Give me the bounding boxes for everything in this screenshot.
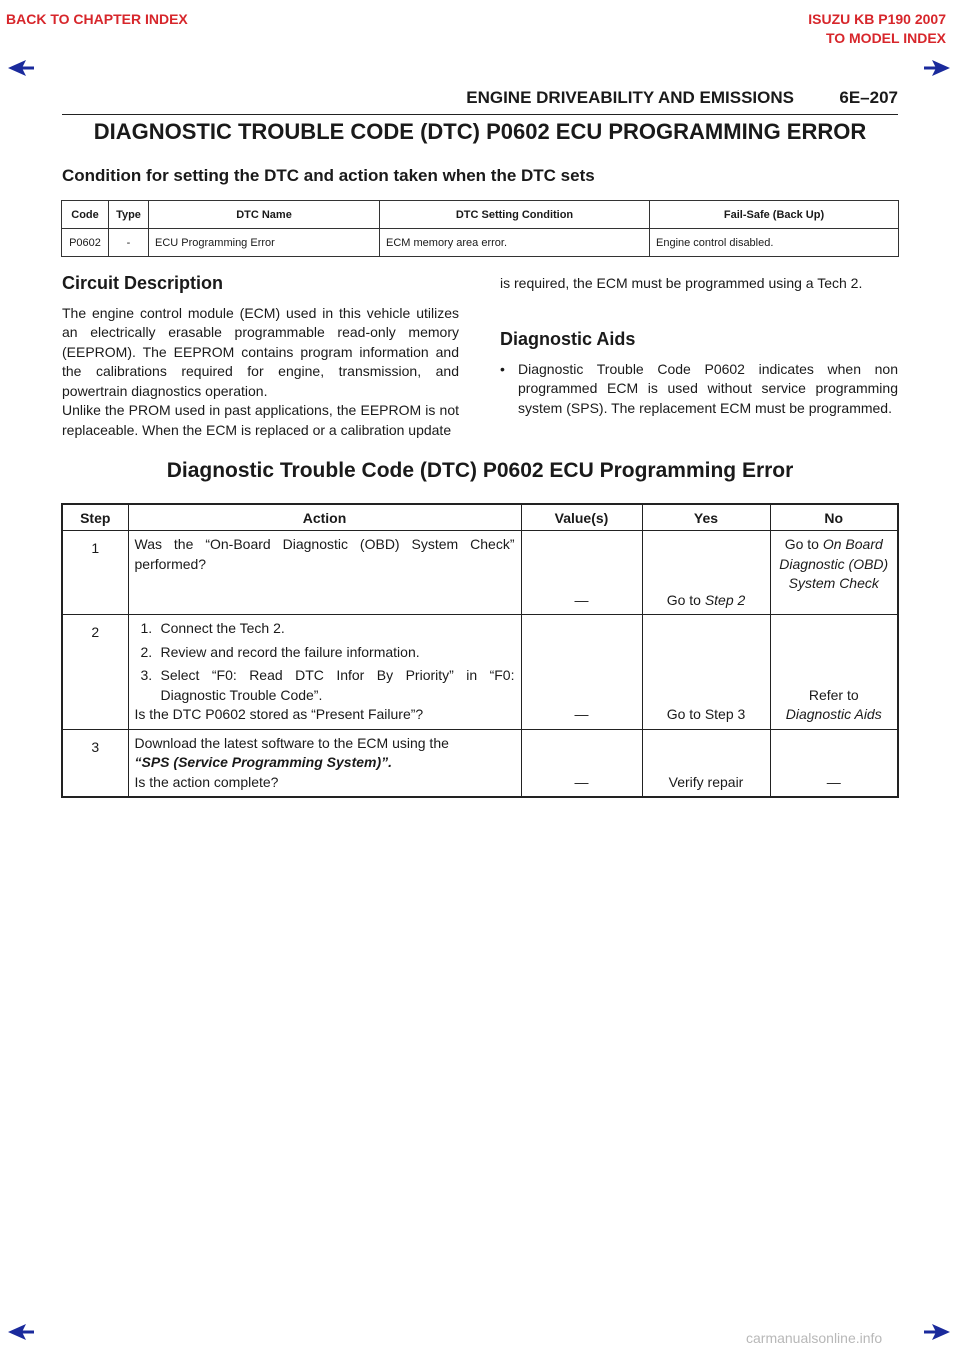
table-header-row [62,201,899,229]
condition-heading: Condition for setting the DTC and action taken when the DTC sets [62,166,595,185]
table-cell: P0602 [62,229,109,257]
previous-page-arrow-icon[interactable] [8,58,34,78]
col-header: Action [128,504,521,531]
watermark-text: carmanualsonline.info [746,1330,883,1346]
table-cell: - [109,229,149,257]
step-action [128,615,521,730]
next-page-arrow-icon[interactable] [924,58,950,78]
table-row [62,615,898,730]
table-row [62,729,898,797]
col-header: DTC Setting Condition [380,201,650,229]
col-header: Yes [642,504,770,531]
circuit-paragraph-1: The engine control module (ECM) used in this vehicle utilizes an electrically erasable programmable read-only memory (EEPROM). The EEPROM contains program information and the calibrations required for engine, transmission, and powertrain diagnostics operation. [62,304,459,399]
col-header: Step [62,504,128,531]
table-cell: Engine control disabled. [650,229,899,257]
bullet-mark: • [500,360,505,377]
circuit-continuation-text: is required, the ECM must be programmed using a Tech 2. [500,275,863,291]
step-number: 3 [62,729,128,797]
page-title: DIAGNOSTIC TROUBLE CODE (DTC) P0602 ECU PROGRAMMING ERROR [93,119,867,144]
step-no[interactable]: Go to On Board Diagnostic (OBD) System Check [770,531,898,615]
col-header: Type [109,201,149,229]
step-question: Is the DTC P0602 stored as “Present Failure”? [134,706,424,722]
col-header: DTC Name [149,201,380,229]
previous-page-arrow-icon[interactable] [8,1322,34,1342]
right-column [500,274,898,418]
col-header: Value(s) [521,504,642,531]
table-row [62,229,899,257]
circuit-description-section [62,274,459,440]
sub-step-list [135,619,515,705]
back-to-chapter-index-link[interactable]: BACK TO CHAPTER INDEX [6,11,188,27]
table-cell: ECU Programming Error [149,229,380,257]
diagnostic-table-title: Diagnostic Trouble Code (DTC) P0602 ECU Programming Error [166,459,794,482]
col-header: Code [62,201,109,229]
circuit-paragraph-2: Unlike the PROM used in past applications, the EEPROM is not replaceable. When the ECM is replaced or a calibration update [62,402,459,438]
sub-step: 3. Select “F0: Read DTC Infor By Priority” in “F0: Diagnostic Trouble Code”. [140,667,515,703]
step-number: 2 [62,615,128,730]
col-header: No [770,504,898,531]
step-number: 1 [62,531,128,615]
section-title: ENGINE DRIVEABILITY AND EMISSIONS [466,88,794,107]
table-header-row [62,504,898,531]
step-value: — [521,729,642,797]
running-header [62,86,898,115]
diagnostic-aid-item: • Diagnostic Trouble Code P0602 indicates when non programmed ECM is used without service programming system (SPS). The replacement ECM must be programmed. [500,360,898,416]
sub-step: 2. Review and record the failure information. [140,643,420,660]
next-page-arrow-icon[interactable] [924,1322,950,1342]
step-yes: Verify repair [642,729,770,797]
step-no[interactable]: Refer to Diagnostic Aids [770,615,898,730]
page-number: 6E–207 [839,88,898,107]
circuit-continuation [500,274,898,313]
sub-step: 1. Connect the Tech 2. [140,620,285,636]
step-value: — [521,531,642,615]
diagnostic-steps-table [61,503,899,798]
step-action: Download the latest software to the ECM using the “SPS (Service Programming System)”. Is the action complete? [128,729,521,797]
dtc-condition-table [61,200,899,257]
step-yes[interactable]: Go to Step 3 [642,615,770,730]
step-no: — [770,729,898,797]
model-title-link[interactable]: ISUZU KB P190 2007 [808,11,946,27]
table-row [62,531,898,615]
step-action: Was the “On-Board Diagnostic (OBD) System Check” performed? [128,531,521,615]
circuit-description-heading: Circuit Description [62,273,224,293]
diagnostic-aids-heading: Diagnostic Aids [500,329,636,349]
table-cell: ECM memory area error. [380,229,650,257]
step-value: — [521,615,642,730]
to-model-index-link[interactable]: TO MODEL INDEX [825,30,946,46]
step-yes[interactable]: Go to Step 2 [642,531,770,615]
col-header: Fail-Safe (Back Up) [650,201,899,229]
